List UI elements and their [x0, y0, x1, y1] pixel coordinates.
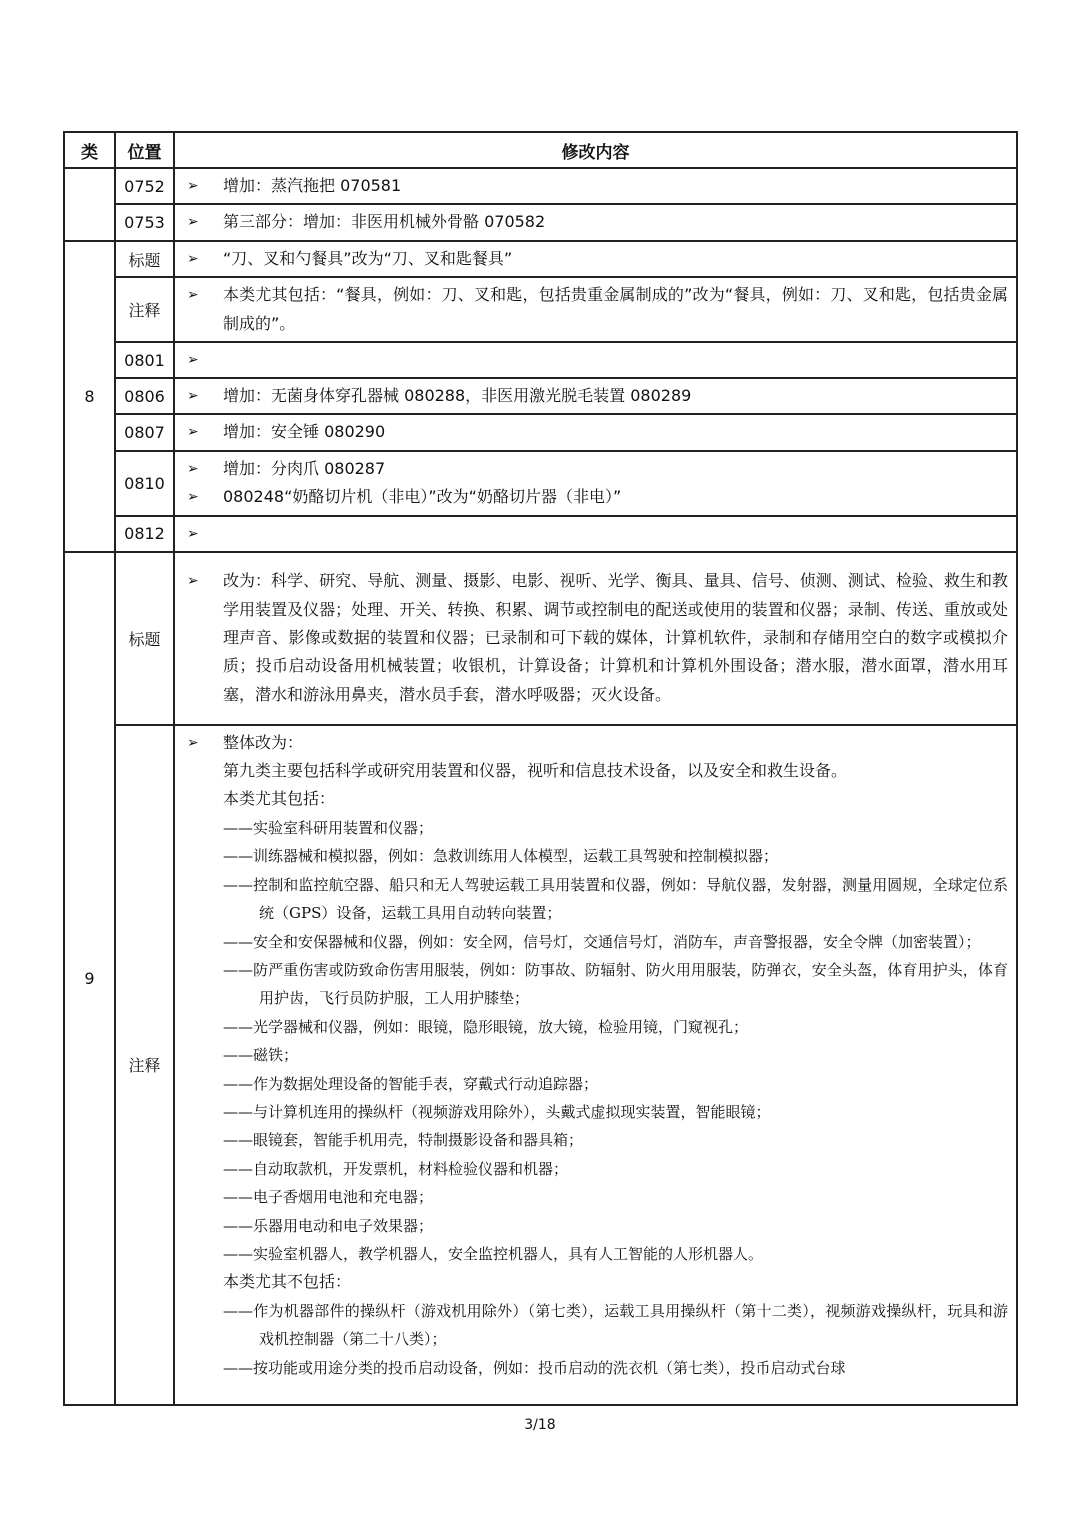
list-item: ➢ 第三部分：增加：非医用机械外骨骼 070582: [187, 208, 1008, 236]
list-item: [187, 346, 1008, 374]
list-item: ➢ 080248“奶酪切片机（非电）”改为“奶酪切片器（非电）”: [187, 483, 1008, 511]
amendment-table: [63, 131, 1018, 1406]
arrow-bullet-icon: ➢: [187, 388, 199, 405]
list-item: ——自动取款机，开发票机，材料检验仪器和机器；: [223, 1159, 569, 1178]
header-class: 类: [64, 132, 115, 168]
list-item: ——作为机器部件的操纵杆（游戏机用除外）（第七类），运载工具用操纵杆（第十二类），视频游戏操纵杆，玩具和游戏机控制器（第二十八类）；: [223, 1301, 1008, 1349]
table-row: [64, 342, 1017, 378]
list-item: ——与计算机连用的操纵杆（视频游戏用除外），头戴式虚拟现实装置，智能眼镜；: [223, 1102, 771, 1121]
position-cell: 0812: [115, 516, 174, 552]
arrow-bullet-icon: ➢: [187, 525, 199, 542]
class-cell-7: [64, 168, 115, 241]
arrow-bullet-icon: ➢: [187, 573, 199, 590]
list-item: ——乐器用电动和电子效果器；: [223, 1216, 434, 1235]
list-item: ——光学器械和仪器，例如：眼镜，隐形眼镜，放大镜，检验用镜，门窥视孔；: [223, 1017, 749, 1036]
header-content: 修改内容: [174, 132, 1017, 168]
arrow-bullet-icon: ➢: [187, 250, 199, 267]
arrow-bullet-icon: ➢: [187, 460, 199, 477]
list-item: ——防严重伤害或防致命伤害用服装，例如：防事故、防辐射、防火用用服装，防弹衣，安全头盔，体育用护头，体育用护齿，飞行员防护服，工人用护膝垫；: [223, 960, 1008, 1008]
position-cell: 0801: [115, 342, 174, 378]
page-number: 3/18: [524, 1417, 556, 1433]
list-item: ➢ 增加：无菌身体穿孔器械 080288，非医用激光脱毛装置 080289: [187, 382, 1008, 410]
position-cell: 标题: [115, 241, 174, 277]
table-row: [64, 414, 1017, 450]
content-cell: [174, 378, 1017, 414]
list-item: ➢ “刀、叉和勺餐具”改为“刀、叉和匙餐具”: [187, 245, 1008, 273]
content-cell: [174, 414, 1017, 450]
arrow-bullet-icon: ➢: [187, 178, 199, 194]
excludes-label: 本类尤其不包括：: [223, 1272, 352, 1292]
table-row: [64, 516, 1017, 552]
position-cell: 注释: [115, 277, 174, 342]
list-item: ——电子香烟用电池和充电器；: [223, 1188, 434, 1207]
arrow-bullet-icon: ➢: [187, 352, 199, 369]
content-cell: [174, 168, 1017, 204]
arrow-bullet-icon: ➢: [187, 424, 199, 441]
list-item: ➢ 增加：安全锤 080290: [187, 418, 1008, 446]
list-item: ——作为数据处理设备的智能手表，穿戴式行动追踪器；: [223, 1074, 599, 1093]
content-cell: [174, 451, 1017, 516]
position-cell: 0807: [115, 414, 174, 450]
list-item: ——眼镜套，智能手机用壳，特制摄影设备和器具箱；: [223, 1131, 584, 1150]
list-item: ➢ 改为：科学、研究、导航、测量、摄影、电影、视听、光学、衡具、量具、信号、侦测、测试、检验、救生和教学用装置及仪器；处理、开关、转换、积累、调节或控制电的配送或使用的装置和仪器；录制、传送、重放或处理声音、影像或数据的装置和仪器；已录制和可下载的媒体，计算机软件，录制和存储用空白的数字或模拟介质；投币启动设备用机械装置；收银机，计算设备；计算机和计算机外围设备；潜水服，潜水面罩，潜水用耳塞，潜水和游泳用鼻夹，潜水员手套，潜水呼吸器；灭火设备。: [187, 567, 1008, 709]
position-cell: 0806: [115, 378, 174, 414]
arrow-bullet-icon: ➢: [187, 489, 199, 506]
position-cell: 0810: [115, 451, 174, 516]
table-row: [64, 204, 1017, 240]
list-item: [187, 520, 1008, 548]
table-row: [64, 451, 1017, 516]
arrow-bullet-icon: ➢: [187, 287, 199, 304]
table-row: [64, 168, 1017, 204]
note-intro: 第九类主要包括科学或研究用装置和仪器，视听和信息技术设备，以及安全和救生设备。: [223, 761, 848, 781]
list-item: ——训练器械和模拟器，例如：急救训练用人体模型，运载工具驾驶和控制模拟器；: [223, 847, 779, 866]
table-header-row: [64, 132, 1017, 168]
list-item: ——控制和监控航空器、船只和无人驾驶运载工具用装置和仪器，例如：导航仪器，发射器，测量用圆规，全球定位系统（GPS）设备，运载工具用自动转向装置；: [223, 875, 1008, 923]
includes-label: 本类尤其包括：: [223, 789, 336, 809]
content-cell: [174, 342, 1017, 378]
content-cell: [174, 241, 1017, 277]
position-cell: 0753: [115, 204, 174, 240]
position-cell: 0752: [115, 168, 174, 204]
table-row: [64, 378, 1017, 414]
content-cell: [174, 277, 1017, 342]
list-item: ➢ 增加：分肉爪 080287: [187, 455, 1008, 483]
list-item: ➢ 增加：蒸汽拖把 070581: [187, 172, 1008, 200]
content-cell: [174, 204, 1017, 240]
position-cell: 注释: [115, 725, 174, 1405]
table-row: [64, 241, 1017, 277]
list-item: ——磁铁；: [223, 1046, 299, 1065]
arrow-bullet-icon: ➢: [187, 734, 199, 751]
content-cell: [174, 516, 1017, 552]
class-cell-8: 8: [64, 241, 115, 552]
position-cell: 标题: [115, 552, 174, 725]
list-item: ——按功能或用途分类的投币启动设备，例如：投币启动的洗衣机（第七类），投币启动式台球: [223, 1358, 846, 1377]
list-item: ——实验室机器人，教学机器人，安全监控机器人，具有人工智能的人形机器人。: [223, 1244, 764, 1263]
list-item: ——实验室科研用装置和仪器；: [223, 818, 434, 837]
list-item: ➢ 整体改为：: [187, 729, 1008, 757]
content-cell: [174, 725, 1017, 1405]
list-item: ➢ 本类尤其包括：“餐具，例如：刀、叉和匙，包括贵重金属制成的”改为“餐具，例如：刀、叉和匙，包括贵金属制成的”。: [187, 281, 1008, 338]
table-row: [64, 552, 1017, 725]
list-item: ——安全和安保器械和仪器，例如：安全网，信号灯，交通信号灯，消防车，声音警报器，安全令牌（加密装置）；: [223, 932, 981, 951]
table-row: [64, 725, 1017, 1405]
header-position: 位置: [115, 132, 174, 168]
class-cell-9: 9: [64, 552, 115, 1405]
table-row: [64, 277, 1017, 342]
arrow-bullet-icon: ➢: [187, 214, 199, 231]
content-cell: [174, 552, 1017, 725]
